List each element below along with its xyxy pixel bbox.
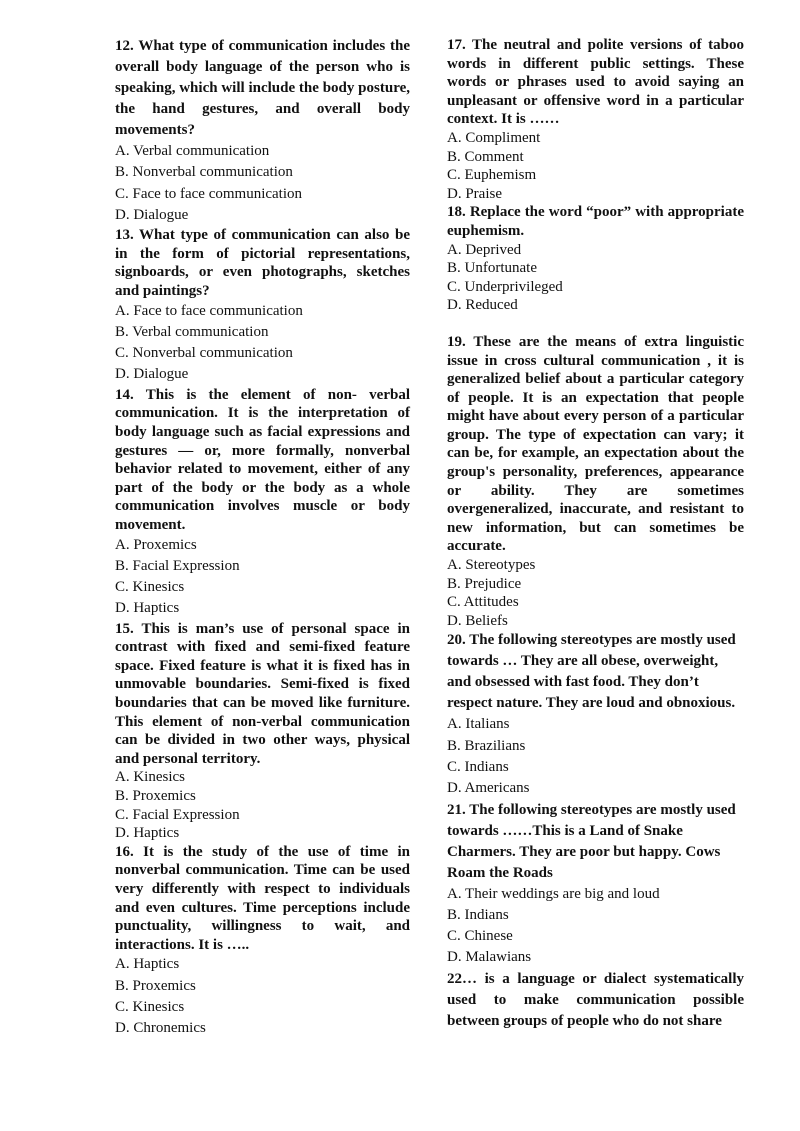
option: C. Facial Expression [115,806,240,823]
option: C. Attitudes [447,594,519,611]
question-21: 21. The following stereotypes are mostly used towards ……This is a Land of Snake Charmers. They are poor but happy. Cows Roam the Roads [447,801,736,881]
option: A. Haptics [115,956,180,973]
question-13: 13. What type of communication can also be in the form of pictorial representations, signboards, or even photographs, sketches and paintings? [115,227,410,299]
question-20: 20. The following stereotypes are mostly used towards … They are all obese, overweight, and obsessed with fast food. They don’t respect nature. They are loud and obnoxious. [447,632,736,712]
option: B. Verbal communication [115,323,269,340]
option: A. Their weddings are big and loud [447,885,660,902]
question-17: 17. The neutral and polite versions of taboo words in different public settings. These words or phrases used to avoid saying an unpleasant or offensive word in a particular context. It is …… [447,37,744,128]
option: D. Chronemics [115,1020,206,1037]
option: A. Verbal communication [115,143,270,159]
option: D. Malawians [447,949,532,966]
option: B. Unfortunate [447,260,537,277]
option: A. Proxemics [115,536,197,553]
option: C. Euphemism [447,167,537,184]
option: A. Kinesics [115,769,185,786]
option: D. Haptics [115,825,180,842]
right-column [447,36,744,1032]
option: B. Brazilians [447,737,526,754]
option: B. Proxemics [115,788,196,805]
option: D. Praise [447,185,502,202]
option: C. Indians [447,759,509,775]
option: A. Compliment [447,129,541,146]
option: A. Deprived [447,241,522,258]
option: B. Nonverbal communication [115,164,293,181]
question-19: 19. These are the means of extra linguistic issue in cross cultural communication , it is generalized belief about a particular category of people. It is an expectation that people might have about every person of a particular group. The type of expectation can vary; it can be, for example, an expectation about the group's personality, preferences, appearance or ability. They are sometimes overgeneralized, inaccurate, and resistant to new information, but can sometimes be accurate. [447,333,744,555]
left-column [115,36,410,1040]
option: D. Beliefs [447,612,508,629]
option: B. Indians [447,906,509,923]
option: C. Chinese [447,928,513,945]
question-18: 18. Replace the word “poor” with appropriate euphemism. [447,204,744,239]
option: B. Comment [447,148,524,165]
option: D. Reduced [447,297,518,314]
option: B. Prejudice [447,575,522,592]
option: A. Italians [447,716,510,733]
question-16: 16. It is the study of the use of time in nonverbal communication. Time can be used very differently with respect to individuals and even cultures. Time perceptions include punctuality, willingness to wait, and interactions. It is ….. [115,843,410,953]
option: A. Face to face communication [115,302,303,319]
option: C. Underprivileged [447,278,563,295]
option: B. Proxemics [115,977,196,994]
option: A. Stereotypes [447,557,536,574]
option: C. Face to face communication [115,185,303,202]
spacer [447,315,744,333]
option: D. Dialogue [115,206,189,223]
option: C. Kinesics [115,998,185,1015]
option: D. Haptics [115,600,180,617]
question-15: 15. This is man’s use of personal space in contrast with fixed and semi-fixed feature space. Fixed feature is what it is fixed has in unmovable boundaries. Semi-fixed is fixed boundaries that can be moved like furniture. This element of non-verbal communication can be divided in two other ways, physical and personal territory. [115,620,410,767]
option: D. Americans [447,780,530,797]
option: D. Dialogue [115,366,189,383]
question-12: 12. What type of communication includes the overall body language of the person who is speaking, which will include the body posture, the hand gestures, and overall body movements? [115,38,410,138]
option: C. Nonverbal communication [115,345,293,362]
question-14: 14. This is the element of non- verbal communication. It is the interpretation of body language such as facial expressions and gestures — or, more formally, nonverbal behavior related to movement, either of any part of the body or the body as a whole communication involves muscle or body movement. [115,386,410,533]
question-22: 22… is a language or dialect systematically used to make communication possible between groups of people who do not share [447,970,744,1029]
option: C. Kinesics [115,579,185,596]
option: B. Facial Expression [115,557,240,574]
